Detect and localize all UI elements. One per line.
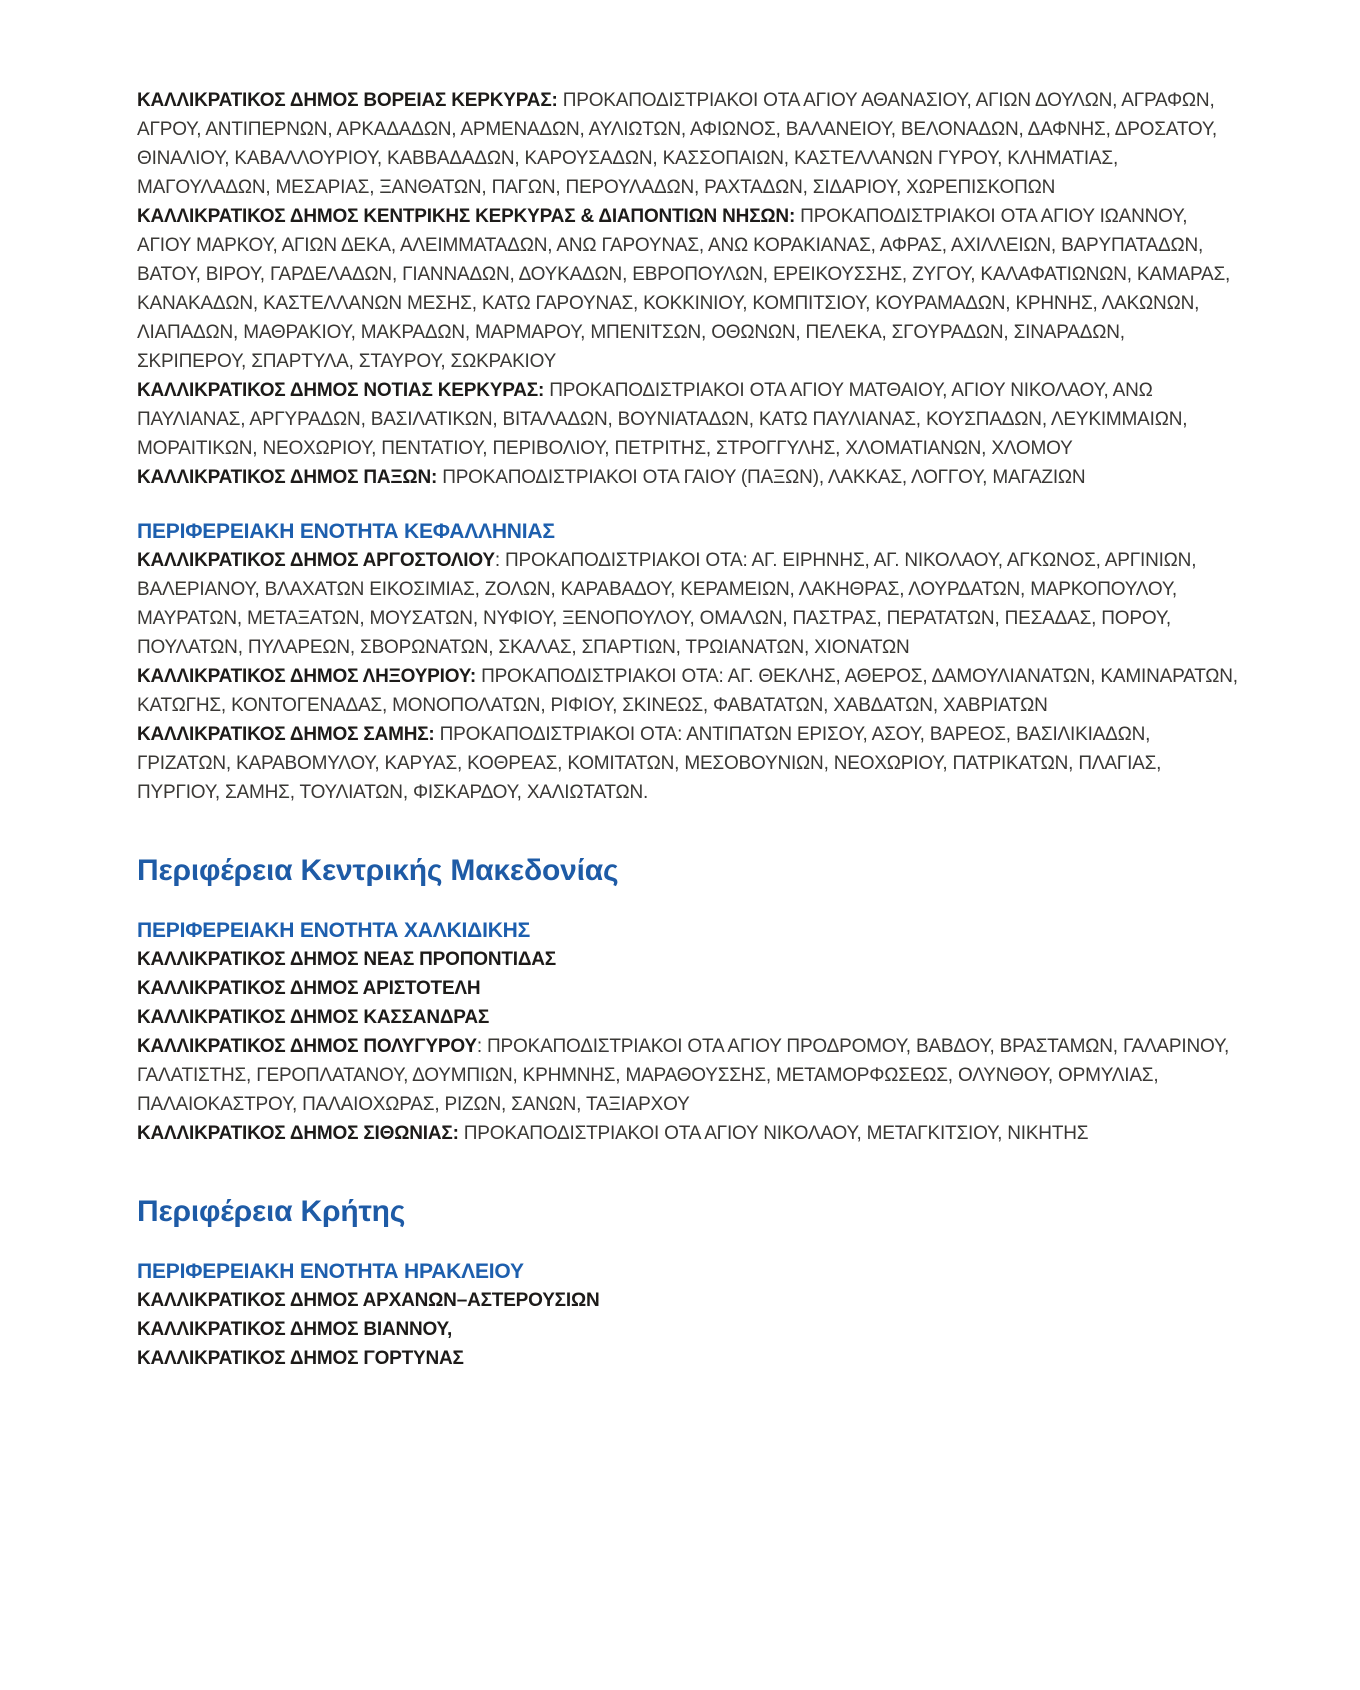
municipality-entry-aristoteli: [137, 974, 1239, 1003]
municipality-label: ΚΑΛΛΙΚΡΑΤΙΚΟΣ ΔΗΜΟΣ ΝΟΤΙΑΣ ΚΕΡΚΥΡΑΣ:: [137, 380, 545, 401]
section-heading-chalkidikis: ΠΕΡΙΦΕΡΕΙΑΚΗ ΕΝΟΤΗΤΑ ΧΑΛΚΙΔΙΚΗΣ: [137, 919, 531, 942]
municipality-text: ΠΡΟΚΑΠΟΔΙΣΤΡΙΑΚΟΙ ΟΤΑ ΑΓΙΟΥ ΜΑΤΘΑΙΟΥ, ΑΓΙΟΥ ΝΙΚΟΛΑΟΥ, ΑΝΩ ΠΑΥΛΙΑΝΑΣ, ΑΡΓΥΡΑΔΩΝ, ΒΑΣΙΛΑΤΙΚΩΝ, ΒΙΤΑΛΑΔΩΝ, ΒΟΥΝΙΑΤΑΔΩΝ, ΚΑΤΩ ΠΑΥΛΙΑΝΑΣ, ΚΟΥΣΠΑΔΩΝ, ΛΕΥΚΙΜΜΑΙΩΝ, ΜΟΡΑΙΤΙΚΩΝ, ΝΕΟΧΩΡΙΟΥ, ΠΕΝΤΑΤΙΟΥ, ΠΕΡΙΒΟΛΙΟΥ, ΠΕΤΡΙΤΗΣ, ΣΤΡΟΓΓΥΛΗΣ, ΧΛΟΜΑΤΙΑΝΩΝ, ΧΛΟΜΟΥ: [137, 380, 1188, 459]
municipality-label: ΚΑΛΛΙΚΡΑΤΙΚΟΣ ΔΗΜΟΣ ΝΕΑΣ ΠΡΟΠΟΝΤΙΔΑΣ: [137, 949, 557, 970]
municipality-label: ΚΑΛΛΙΚΡΑΤΙΚΟΣ ΔΗΜΟΣ ΑΡΧΑΝΩΝ–ΑΣΤΕΡΟΥΣΙΩΝ: [137, 1290, 600, 1311]
municipality-text: ΠΡΟΚΑΠΟΔΙΣΤΡΙΑΚΟΙ ΟΤΑ ΑΓΙΟΥ ΙΩΑΝΝΟΥ, ΑΓΙΟΥ ΜΑΡΚΟΥ, ΑΓΙΩΝ ΔΕΚΑ, ΑΛΕΙΜΜΑΤΑΔΩΝ, ΑΝΩ ΓΑΡΟΥΝΑΣ, ΑΝΩ ΚΟΡΑΚΙΑΝΑΣ, ΑΦΡΑΣ, ΑΧΙΛΛΕΙΩΝ, ΒΑΡΥΠΑΤΑΔΩΝ, ΒΑΤΟΥ, ΒΙΡΟΥ, ΓΑΡΔΕΛΑΔΩΝ, ΓΙΑΝΝΑΔΩΝ, ΔΟΥΚΑΔΩΝ, ΕΒΡΟΠΟΥΛΩΝ, ΕΡΕΙΚΟΥΣΣΗΣ, ΖΥΓΟΥ, ΚΑΛΑΦΑΤΙΩΝΩΝ, ΚΑΜΑΡΑΣ, ΚΑΝΑΚΑΔΩΝ, ΚΑΣΤΕΛΛΑΝΩΝ ΜΕΣΗΣ, ΚΑΤΩ ΓΑΡΟΥΝΑΣ, ΚΟΚΚΙΝΙΟΥ, ΚΟΜΠΙΤΣΙΟΥ, ΚΟΥΡΑΜΑΔΩΝ, ΚΡΗΝΗΣ, ΛΑΚΩΝΩΝ, ΛΙΑΠΑΔΩΝ, ΜΑΘΡΑΚΙΟΥ, ΜΑΚΡΑΔΩΝ, ΜΑΡΜΑΡΟΥ, ΜΠΕΝΙΤΣΩΝ, ΟΘΩΝΩΝ, ΠΕΛΕΚΑ, ΣΓΟΥΡΑΔΩΝ, ΣΙΝΑΡΑΔΩΝ, ΣΚΡΙΠΕΡΟΥ, ΣΠΑΡΤΥΛΑ, ΣΤΑΥΡΟΥ, ΣΩΚΡΑΚΙΟΥ: [137, 206, 1231, 372]
document-content: [137, 86, 1239, 1373]
municipality-label: ΚΑΛΛΙΚΡΑΤΙΚΟΣ ΔΗΜΟΣ ΒΙΑΝΝΟΥ,: [137, 1319, 453, 1340]
municipality-entry-samis: [137, 720, 1239, 807]
section-heading-kefallinia: ΠΕΡΙΦΕΡΕΙΑΚΗ ΕΝΟΤΗΤΑ ΚΕΦΑΛΛΗΝΙΑΣ: [137, 520, 555, 543]
municipality-entry-paxon: [137, 463, 1239, 492]
municipality-entry-gortynas: [137, 1344, 1239, 1373]
municipality-text: : ΠΡΟΚΑΠΟΔΙΣΤΡΙΑΚΟΙ ΟΤΑ: ΑΓ. ΕΙΡΗΝΗΣ, ΑΓ. ΝΙΚΟΛΑΟΥ, ΑΓΚΩΝΟΣ, ΑΡΓΙΝΙΩΝ, ΒΑΛΕΡΙΑΝΟΥ, ΒΛΑΧΑΤΩΝ ΕΙΚΟΣΙΜΙΑΣ, ΖΟΛΩΝ, ΚΑΡΑΒΑΔΟΥ, ΚΕΡΑΜΕΙΩΝ, ΛΑΚΗΘΡΑΣ, ΛΟΥΡΔΑΤΩΝ, ΜΑΡΚΟΠΟΥΛΟΥ, ΜΑΥΡΑΤΩΝ, ΜΕΤΑΞΑΤΩΝ, ΜΟΥΣΑΤΩΝ, ΝΥΦΙΟΥ, ΞΕΝΟΠΟΥΛΟΥ, ΟΜΑΛΩΝ, ΠΑΣΤΡΑΣ, ΠΕΡΑΤΑΤΩΝ, ΠΕΣΑΔΑΣ, ΠΟΡΟΥ, ΠΟΥΛΑΤΩΝ, ΠΥΛΑΡΕΩΝ, ΣΒΟΡΩΝΑΤΩΝ, ΣΚΑΛΑΣ, ΣΠΑΡΤΙΩΝ, ΤΡΩΙΑΝΑΤΩΝ, ΧΙΟΝΑΤΩΝ: [137, 550, 1197, 658]
municipality-text: ΠΡΟΚΑΠΟΔΙΣΤΡΙΑΚΟΙ ΟΤΑ ΑΓΙΟΥ ΑΘΑΝΑΣΙΟΥ, ΑΓΙΩΝ ΔΟΥΛΩΝ, ΑΓΡΑΦΩΝ, ΑΓΡΟΥ, ΑΝΤΙΠΕΡΝΩΝ, ΑΡΚΑΔΑΔΩΝ, ΑΡΜΕΝΑΔΩΝ, ΑΥΛΙΩΤΩΝ, ΑΦΙΩΝΟΣ, ΒΑΛΑΝΕΙΟΥ, ΒΕΛΟΝΑΔΩΝ, ΔΑΦΝΗΣ, ΔΡΟΣΑΤΟΥ, ΘΙΝΑΛΙΟΥ, ΚΑΒΑΛΛΟΥΡΙΟΥ, ΚΑΒΒΑΔΑΔΩΝ, ΚΑΡΟΥΣΑΔΩΝ, ΚΑΣΣΟΠΑΙΩΝ, ΚΑΣΤΕΛΛΑΝΩΝ ΓΥΡΟΥ, ΚΛΗΜΑΤΙΑΣ, ΜΑΓΟΥΛΑΔΩΝ, ΜΕΣΑΡΙΑΣ, ΞΑΝΘΑΤΩΝ, ΠΑΓΩΝ, ΠΕΡΟΥΛΑΔΩΝ, ΡΑΧΤΑΔΩΝ, ΣΙΔΑΡΙΟΥ, ΧΩΡΕΠΙΣΚΟΠΩΝ: [137, 90, 1218, 198]
municipality-label: ΚΑΛΛΙΚΡΑΤΙΚΟΣ ΔΗΜΟΣ ΠΑΞΩΝ:: [137, 467, 438, 488]
municipality-entry-kassandras: [137, 1003, 1239, 1032]
municipality-label: ΚΑΛΛΙΚΡΑΤΙΚΟΣ ΔΗΜΟΣ ΚΑΣΣΑΝΔΡΑΣ: [137, 1007, 490, 1028]
municipality-entry-polygyrou: [137, 1032, 1239, 1119]
municipality-text: ΠΡΟΚΑΠΟΔΙΣΤΡΙΑΚΟΙ ΟΤΑ ΑΓΙΟΥ ΝΙΚΟΛΑΟΥ, ΜΕΤΑΓΚΙΤΣΙΟΥ, ΝΙΚΗΤΗΣ: [458, 1123, 1089, 1144]
municipality-entry-neas-propontidas: [137, 945, 1239, 974]
municipality-label: ΚΑΛΛΙΚΡΑΤΙΚΟΣ ΔΗΜΟΣ ΣΙΘΩΝΙΑΣ:: [137, 1123, 459, 1144]
municipality-entry-notias-kerkyras: [137, 376, 1239, 463]
municipality-entry-voreias-kerkyras: [137, 86, 1239, 202]
municipality-label: ΚΑΛΛΙΚΡΑΤΙΚΟΣ ΔΗΜΟΣ ΓΟΡΤΥΝΑΣ: [137, 1348, 464, 1369]
municipality-label: ΚΑΛΛΙΚΡΑΤΙΚΟΣ ΔΗΜΟΣ ΛΗΞΟΥΡΙΟΥ:: [137, 666, 476, 687]
municipality-text: ΠΡΟΚΑΠΟΔΙΣΤΡΙΑΚΟΙ ΟΤΑ: ΑΝΤΙΠΑΤΩΝ ΕΡΙΣΟΥ, ΑΣΟΥ, ΒΑΡΕΟΣ, ΒΑΣΙΛΙΚΙΑΔΩΝ, ΓΡΙΖΑΤΩΝ, ΚΑΡΑΒΟΜΥΛΟΥ, ΚΑΡΥΑΣ, ΚΟΘΡΕΑΣ, ΚΟΜΙΤΑΤΩΝ, ΜΕΣΟΒΟΥΝΙΩΝ, ΝΕΟΧΩΡΙΟΥ, ΠΑΤΡΙΚΑΤΩΝ, ΠΛΑΓΙΑΣ, ΠΥΡΓΙΟΥ, ΣΑΜΗΣ, ΤΟΥΛΙΑΤΩΝ, ΦΙΣΚΑΡΔΟΥ, ΧΑΛΙΩΤΑΤΩΝ.: [137, 724, 1162, 803]
municipality-entry-lixouriou: [137, 662, 1239, 720]
municipality-label: ΚΑΛΛΙΚΡΑΤΙΚΟΣ ΔΗΜΟΣ ΑΡΓΟΣΤΟΛΙΟΥ: [137, 550, 495, 571]
municipality-entry-argostoliou: [137, 546, 1239, 662]
municipality-text: ΠΡΟΚΑΠΟΔΙΣΤΡΙΑΚΟΙ ΟΤΑ ΓΑΙΟΥ (ΠΑΞΩΝ), ΛΑΚΚΑΣ, ΛΟΓΓΟΥ, ΜΑΓΑΖΙΩΝ: [437, 467, 1086, 488]
municipality-label: ΚΑΛΛΙΚΡΑΤΙΚΟΣ ΔΗΜΟΣ ΠΟΛΥΓΥΡΟΥ: [137, 1036, 477, 1057]
municipality-entry-viannou: [137, 1315, 1239, 1344]
municipality-label: ΚΑΛΛΙΚΡΑΤΙΚΟΣ ΔΗΜΟΣ ΒΟΡΕΙΑΣ ΚΕΡΚΥΡΑΣ:: [137, 90, 558, 111]
municipality-label: ΚΑΛΛΙΚΡΑΤΙΚΟΣ ΔΗΜΟΣ ΚΕΝΤΡΙΚΗΣ ΚΕΡΚΥΡΑΣ & ΔΙΑΠΟΝΤΙΩΝ ΝΗΣΩΝ:: [137, 206, 796, 227]
municipality-label: ΚΑΛΛΙΚΡΑΤΙΚΟΣ ΔΗΜΟΣ ΣΑΜΗΣ:: [137, 724, 435, 745]
municipality-text: ΠΡΟΚΑΠΟΔΙΣΤΡΙΑΚΟΙ ΟΤΑ: ΑΓ. ΘΕΚΛΗΣ, ΑΘΕΡΟΣ, ΔΑΜΟΥΛΙΑΝΑΤΩΝ, ΚΑΜΙΝΑΡΑΤΩΝ, ΚΑΤΩΓΗΣ, ΚΟΝΤΟΓΕΝΑΔΑΣ, ΜΟΝΟΠΟΛΑΤΩΝ, ΡΙΦΙΟΥ, ΣΚΙΝΕΩΣ, ΦΑΒΑΤΑΤΩΝ, ΧΑΒΔΑΤΩΝ, ΧΑΒΡΙΑΤΩΝ: [137, 666, 1238, 716]
region-heading-kentrikis-makedonias: Περιφέρεια Κεντρικής Μακεδονίας: [137, 854, 619, 887]
municipality-text: : ΠΡΟΚΑΠΟΔΙΣΤΡΙΑΚΟΙ ΟΤΑ ΑΓΙΟΥ ΠΡΟΔΡΟΜΟΥ, ΒΑΒΔΟΥ, ΒΡΑΣΤΑΜΩΝ, ΓΑΛΑΡΙΝΟΥ, ΓΑΛΑΤΙΣΤΗΣ, ΓΕΡΟΠΛΑΤΑΝΟΥ, ΔΟΥΜΠΙΩΝ, ΚΡΗΜΝΗΣ, ΜΑΡΑΘΟΥΣΣΗΣ, ΜΕΤΑΜΟΡΦΩΣΕΩΣ, ΟΛΥΝΘΟΥ, ΟΡΜΥΛΙΑΣ, ΠΑΛΑΙΟΚΑΣΤΡΟΥ, ΠΑΛΑΙΟΧΩΡΑΣ, ΡΙΖΩΝ, ΣΑΝΩΝ, ΤΑΞΙΑΡΧΟΥ: [137, 1036, 1230, 1115]
municipality-entry-sithonias: [137, 1119, 1239, 1148]
municipality-entry-kentrikis-kerkyras: [137, 202, 1239, 376]
municipality-entry-archanon-asterousion: [137, 1286, 1239, 1315]
municipality-label: ΚΑΛΛΙΚΡΑΤΙΚΟΣ ΔΗΜΟΣ ΑΡΙΣΤΟΤΕΛΗ: [137, 978, 481, 999]
region-heading-kritis: Περιφέρεια Κρήτης: [137, 1195, 406, 1228]
section-heading-irakleiou: ΠΕΡΙΦΕΡΕΙΑΚΗ ΕΝΟΤΗΤΑ ΗΡΑΚΛΕΙΟΥ: [137, 1260, 524, 1283]
